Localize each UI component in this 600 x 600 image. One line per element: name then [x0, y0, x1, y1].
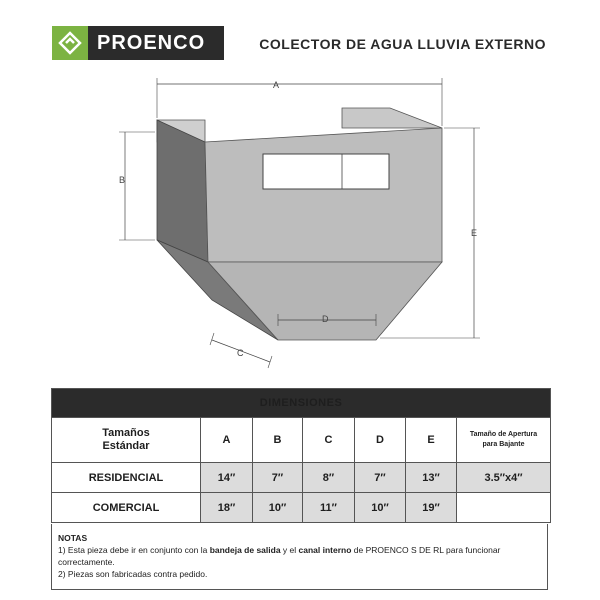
- cell-value: 10″: [355, 493, 406, 523]
- opening-value: 3.5″x4″: [457, 463, 551, 493]
- note-1: 1) Esta pieza debe ir en conjunto con la bandeja de salida y el canal interno de PROENCO S DE RL para funcionar correctamente.: [58, 545, 501, 567]
- downspout-opening: [263, 154, 389, 189]
- column-header-a: A: [201, 418, 253, 463]
- side-panel: [157, 120, 208, 262]
- row-label: RESIDENCIAL: [52, 463, 201, 493]
- cell-value: 19″: [406, 493, 457, 523]
- size-column-header: Tamaños Estándar: [52, 418, 201, 463]
- cell-value: 8″: [303, 463, 355, 493]
- opening-column-header: Tamaño de Apertura para Bajante: [457, 418, 551, 463]
- dimension-d-label: D: [322, 314, 329, 324]
- back-rim-right: [342, 108, 442, 128]
- document-title: COLECTOR DE AGUA LLUVIA EXTERNO: [259, 36, 546, 52]
- note-2: 2) Piezas son fabricadas contra pedido.: [58, 569, 208, 579]
- front-lower-panel: [208, 262, 442, 340]
- cell-value: 7″: [253, 463, 303, 493]
- column-header-d: D: [355, 418, 406, 463]
- proenco-logo-icon: [52, 26, 88, 60]
- brand-name: PROENCO: [97, 31, 206, 54]
- dimension-e-label: E: [471, 228, 478, 238]
- opening-value: [457, 493, 551, 523]
- dimension-b-label: B: [119, 175, 126, 185]
- notes-title: NOTAS: [58, 533, 88, 543]
- column-header-c: C: [303, 418, 355, 463]
- table-row: [52, 493, 551, 523]
- cell-value: 18″: [201, 493, 253, 523]
- cell-value: 13″: [406, 463, 457, 493]
- row-label: COMERCIAL: [52, 493, 201, 523]
- brand-logo: [52, 26, 224, 60]
- cell-value: 7″: [355, 463, 406, 493]
- dimensions-table: [51, 388, 551, 523]
- cell-value: 10″: [253, 493, 303, 523]
- front-panel: [205, 128, 442, 262]
- column-header-b: B: [253, 418, 303, 463]
- cell-value: 11″: [303, 493, 355, 523]
- column-header-e: E: [406, 418, 457, 463]
- notes-box: [51, 524, 548, 590]
- collector-drawing: [0, 60, 600, 380]
- dimension-a-label: A: [273, 80, 280, 90]
- dimension-c-label: C: [237, 348, 244, 358]
- table-header: DIMENSIONES: [52, 389, 551, 418]
- cell-value: 14″: [201, 463, 253, 493]
- table-row: [52, 463, 551, 493]
